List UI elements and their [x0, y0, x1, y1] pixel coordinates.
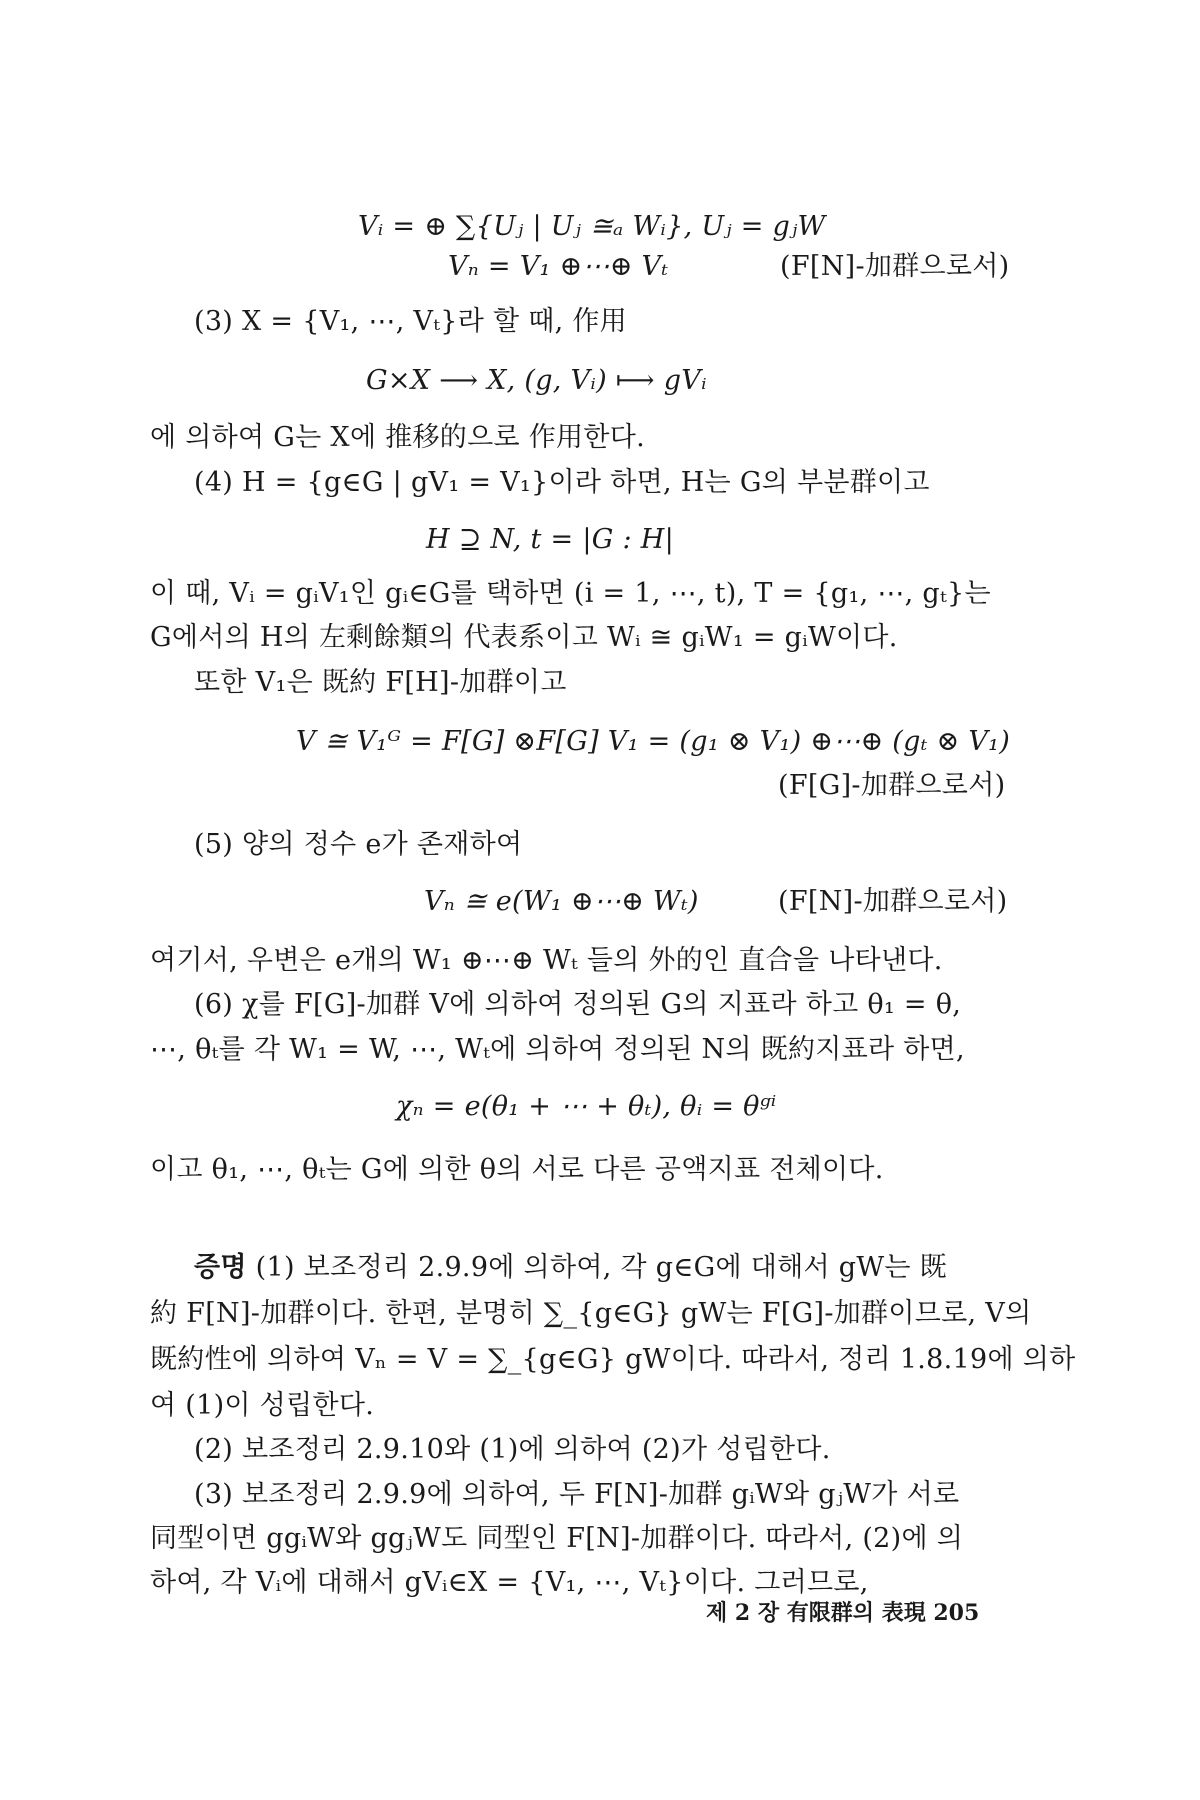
- formula-induced-tag: (F[G]-加群으로서): [778, 770, 1006, 801]
- item-6-statement-1: (6) χ를 F[G]-加群 V에 의하여 정의된 G의 지표라 하고 θ₁ = θ,: [194, 989, 962, 1020]
- running-footer: 제 2 장 有限群의 表現 205: [706, 1600, 980, 1626]
- text-transitive-action: 에 의하여 G는 X에 推移的으로 作用한다.: [150, 422, 646, 453]
- text-irreducible-h: 또한 V₁은 既約 F[H]-加群이고: [194, 667, 567, 698]
- formula-character: χₙ = e(θ₁ + ⋯ + θₜ), θᵢ = θᵍⁱ: [396, 1091, 777, 1122]
- item-5-statement: (5) 양의 정수 e가 존재하여: [194, 829, 523, 860]
- formula-vn-sum-tag: (F[N]-加群으로서): [780, 251, 1010, 282]
- proof-3-line-2: 同型이면 ggᵢW와 ggⱼW도 同型인 F[N]-加群이다. 따라서, (2)에 의: [150, 1523, 964, 1554]
- proof-1-line-1: [194, 1248, 947, 1288]
- formula-vn-sum: Vₙ = V₁ ⊕⋯⊕ Vₜ: [448, 251, 669, 282]
- proof-3-line-1: (3) 보조정리 2.9.9에 의하여, 두 F[N]-加群 gᵢW와 gⱼW가 서로: [194, 1479, 960, 1510]
- formula-vn-multiplicity: Vₙ ≅ e(W₁ ⊕⋯⊕ Wₜ): [424, 886, 699, 917]
- formula-action: G×X ⟶ X, (g, Vᵢ) ⟼ gVᵢ: [366, 365, 707, 396]
- proof-1-line-4: 여 (1)이 성립한다.: [150, 1390, 375, 1421]
- proof-1-line-1-text: (1) 보조정리 2.9.9에 의하여, 각 g∈G에 대해서 gW는 既: [255, 1252, 947, 1283]
- proof-3-line-3: 하여, 각 Vᵢ에 대해서 gVᵢ∈X = {V₁, ⋯, Vₜ}이다. 그러므로,: [150, 1567, 869, 1598]
- formula-vn-multiplicity-tag: (F[N]-加群으로서): [778, 886, 1008, 917]
- formula-h-index: H ⊇ N, t = |G : H|: [426, 524, 675, 555]
- proof-heading: 증명: [194, 1252, 247, 1283]
- text-coset-reps-1: 이 때, Vᵢ = gᵢV₁인 gᵢ∈G를 택하면 (i = 1, ⋯, t), T = {g₁, ⋯, gₜ}는: [150, 578, 991, 609]
- formula-vi: Vᵢ = ⊕ ∑{Uⱼ | Uⱼ ≅ₐ Wᵢ}, Uⱼ = gⱼW: [358, 211, 826, 242]
- proof-1-line-3: 既約性에 의하여 Vₙ = V = ∑_{g∈G} gW이다. 따라서, 정리 1.8.19에 의하: [150, 1344, 1076, 1375]
- item-4-statement: (4) H = {g∈G | gV₁ = V₁}이라 하면, H는 G의 부분群이고: [194, 467, 930, 498]
- text-coset-reps-2: G에서의 H의 左剩餘類의 代表系이고 Wᵢ ≅ gᵢW₁ = gᵢW이다.: [150, 622, 898, 653]
- item-3-statement: (3) X = {V₁, ⋯, Vₜ}라 할 때, 作用: [194, 306, 627, 337]
- text-right-side: 여기서, 우변은 e개의 W₁ ⊕⋯⊕ Wₜ 들의 外的인 直合을 나타낸다.: [150, 945, 943, 976]
- proof-2: (2) 보조정리 2.9.10와 (1)에 의하여 (2)가 성립한다.: [194, 1434, 831, 1465]
- formula-induced: V ≅ V₁ᴳ = F[G] ⊗F[G] V₁ = (g₁ ⊗ V₁) ⊕⋯⊕ (gₜ ⊗ V₁): [296, 726, 1011, 757]
- item-6-statement-2: ⋯, θₜ를 각 W₁ = W, ⋯, Wₜ에 의하여 정의된 N의 既約지표라 하면,: [150, 1034, 965, 1065]
- proof-1-line-2: 約 F[N]-加群이다. 한편, 분명히 ∑_{g∈G} gW는 F[G]-加群이므로, V의: [150, 1298, 1032, 1329]
- text-conjugate-characters: 이고 θ₁, ⋯, θₜ는 G에 의한 θ의 서로 다른 공액지표 전체이다.: [150, 1154, 884, 1185]
